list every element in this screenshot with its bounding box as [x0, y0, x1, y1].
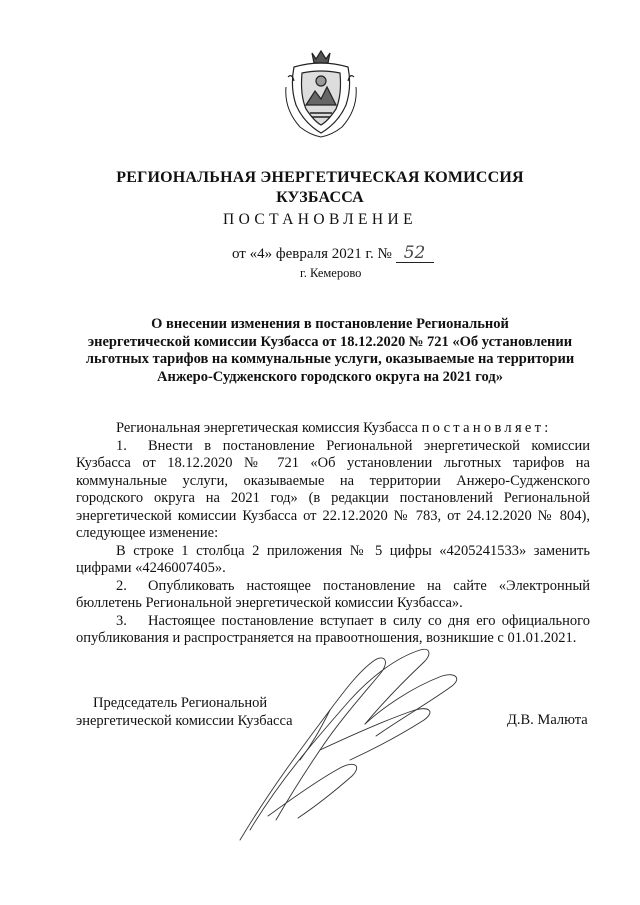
- item-number: 1.: [116, 437, 127, 454]
- subject-line-2: энергетической комиссии Кузбасса от 18.12.2020 № 721 «Об установлении: [87, 333, 573, 350]
- item-paragraph-1: [76, 438, 590, 543]
- signatory-title-line-1: Председатель Региональной: [93, 695, 268, 711]
- item-paragraph-3: [76, 613, 590, 648]
- signatory-title: [76, 694, 293, 730]
- document-subject: [60, 316, 600, 386]
- intro-resolves: постановляет:: [421, 420, 552, 436]
- document-number: 52: [403, 243, 426, 263]
- subject-line-3: льготных тарифов на коммунальные услуги, оказываемые на территории: [85, 351, 575, 367]
- intro-text: Региональная энергетическая комиссия Кузбасса: [116, 420, 418, 436]
- item-paragraph-2: [76, 578, 590, 613]
- signatory-name: Д.В. Малюта: [507, 712, 588, 728]
- organization-header: [0, 168, 640, 208]
- signatory-title-line-2: энергетической комиссии Кузбасса: [76, 713, 293, 729]
- coat-of-arms-icon: [282, 47, 360, 139]
- document-type: ПОСТАНОВЛЕНИЕ: [223, 211, 417, 228]
- city: г. Кемерово: [300, 266, 362, 280]
- item-text: Настоящее постановление вступает в силу со дня его официального опубликования и распространяется на правоотношения, возникшие с 01.01.2021.: [76, 612, 590, 646]
- handwritten-signature: [180, 640, 480, 850]
- item-text: Опубликовать настоящее постановление на сайте «Электронный бюллетень Региональной энергетической комиссии Кузбасса».: [76, 577, 590, 611]
- subject-line-4: Анжеро-Судженского городского округа на 2021 год»: [157, 368, 503, 385]
- item-paragraph-1-change: [76, 543, 590, 578]
- item-text: Внести в постановление Региональной энергетической комиссии Кузбасса от 18.12.2020 № 721 «Об установлении льготных тарифов на коммунальные услуги, оказываемые на территории Анжеро-Судженского городского округа на 2021 год» (в редакции постановлений Региональной энергетической комиссии Кузбасса от 22.12.2020 № 783, от 24.12.2020 № 804), следующее изменение:: [76, 437, 590, 541]
- item-number: 3.: [116, 612, 127, 629]
- item-text: В строке 1 столбца 2 приложения № 5 цифры «4205241533» заменить цифрами «4246007405».: [76, 542, 590, 576]
- date-prefix: от «4» февраля 2021 г. №: [232, 246, 392, 262]
- document-number-field: [396, 243, 434, 263]
- organization-line-1: РЕГИОНАЛЬНАЯ ЭНЕРГЕТИЧЕСКАЯ КОМИССИЯ: [116, 169, 524, 186]
- intro-paragraph: [76, 420, 590, 438]
- organization-line-2: КУЗБАССА: [276, 189, 364, 206]
- document-body: [76, 420, 590, 648]
- subject-line-1: О внесении изменения в постановление Региональной: [151, 316, 509, 332]
- item-number: 2.: [116, 577, 127, 594]
- date-line: [232, 243, 434, 263]
